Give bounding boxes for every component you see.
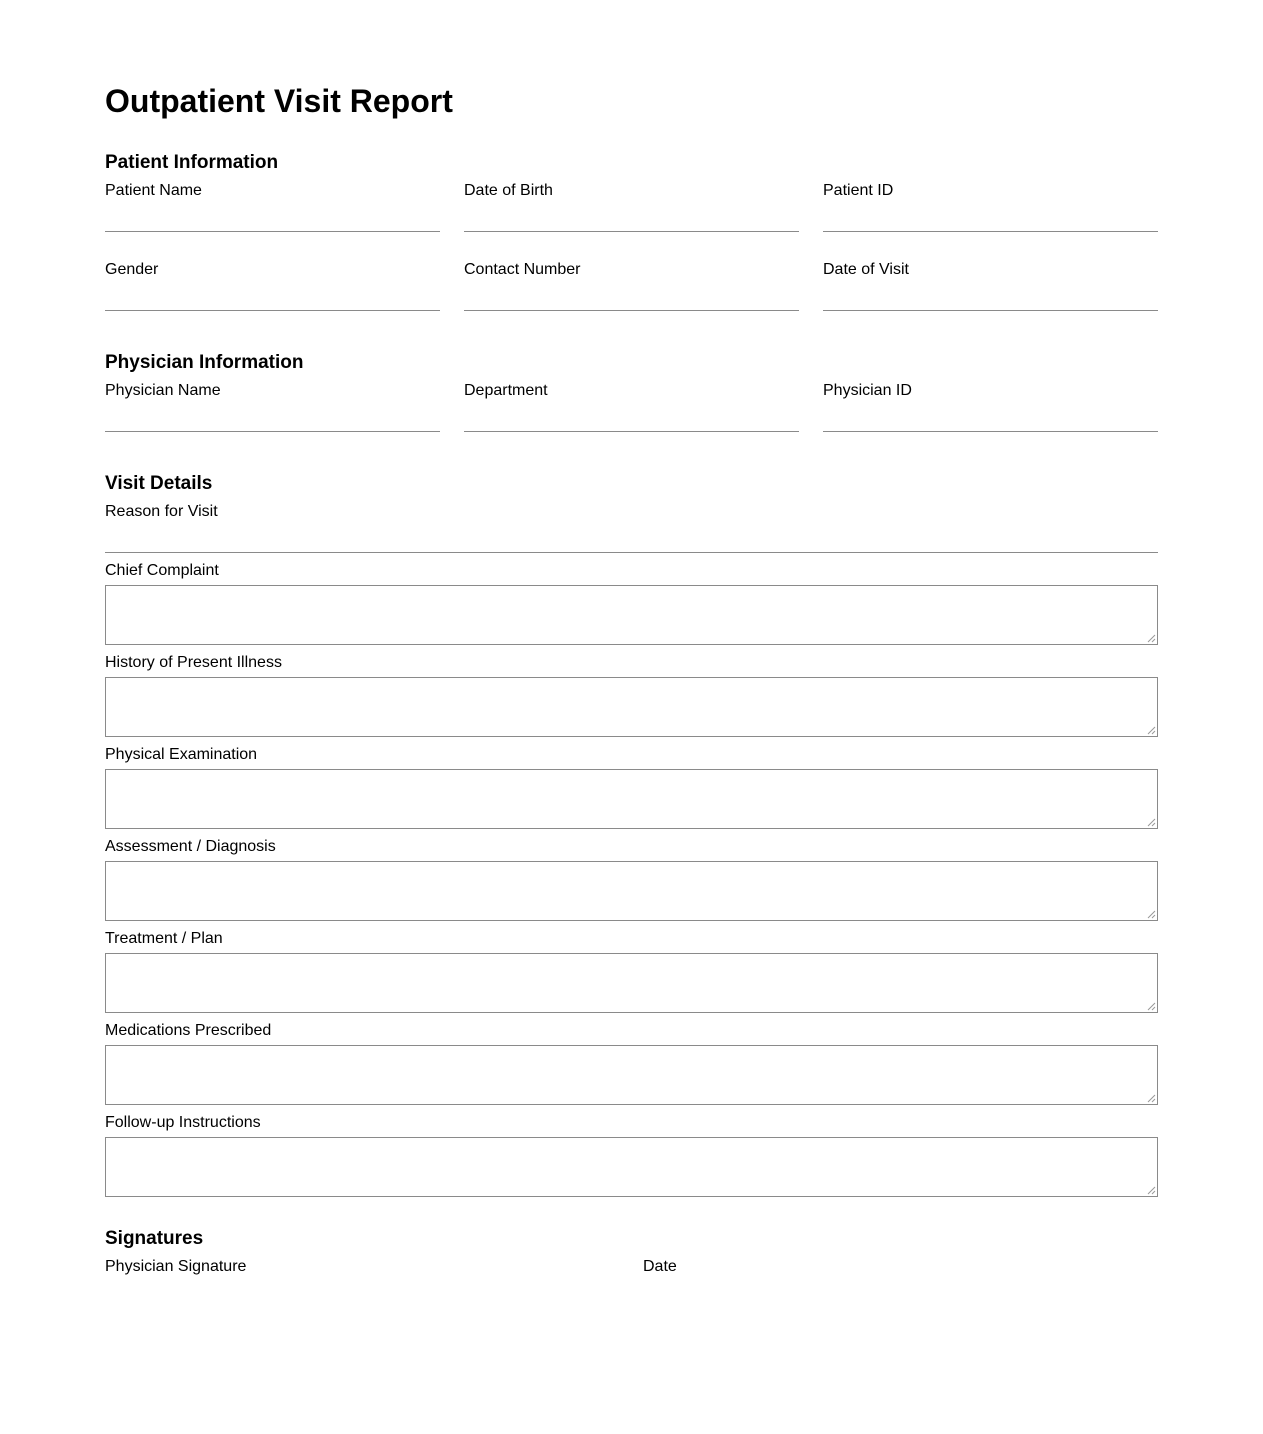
department-label: Department <box>464 382 548 399</box>
reason-for-visit-label: Reason for Visit <box>105 503 218 520</box>
physician-id-input[interactable] <box>823 408 1158 432</box>
resize-grip-icon[interactable] <box>1147 1002 1156 1011</box>
assessment-diagnosis-label: Assessment / Diagnosis <box>105 838 276 855</box>
patient-name-input[interactable] <box>105 208 440 232</box>
date-of-visit-label: Date of Visit <box>823 261 909 278</box>
physician-id-label: Physician ID <box>823 382 912 399</box>
medications-prescribed-textarea[interactable] <box>105 1045 1158 1105</box>
date-of-birth-input[interactable] <box>464 208 799 232</box>
section-title-signatures: Signatures <box>105 1228 204 1249</box>
section-title-patient: Patient Information <box>105 152 279 173</box>
follow-up-instructions-textarea[interactable] <box>105 1137 1158 1197</box>
physician-name-label: Physician Name <box>105 382 221 399</box>
resize-grip-icon[interactable] <box>1147 634 1156 643</box>
date-of-visit-input[interactable] <box>823 287 1158 311</box>
contact-number-input[interactable] <box>464 287 799 311</box>
resize-grip-icon[interactable] <box>1147 1186 1156 1195</box>
contact-number-label: Contact Number <box>464 261 581 278</box>
reason-for-visit-input[interactable] <box>105 529 1158 553</box>
physical-examination-label: Physical Examination <box>105 746 258 763</box>
resize-grip-icon[interactable] <box>1147 726 1156 735</box>
treatment-plan-label: Treatment / Plan <box>105 930 223 947</box>
physician-signature-label: Physician Signature <box>105 1258 247 1275</box>
patient-name-label: Patient Name <box>105 182 202 199</box>
gender-input[interactable] <box>105 287 440 311</box>
gender-label: Gender <box>105 261 159 278</box>
chief-complaint-label: Chief Complaint <box>105 562 219 579</box>
chief-complaint-textarea[interactable] <box>105 585 1158 645</box>
history-of-present-illness-textarea[interactable] <box>105 677 1158 737</box>
assessment-diagnosis-textarea[interactable] <box>105 861 1158 921</box>
treatment-plan-textarea[interactable] <box>105 953 1158 1013</box>
patient-id-input[interactable] <box>823 208 1158 232</box>
history-of-present-illness-label: History of Present Illness <box>105 654 282 671</box>
resize-grip-icon[interactable] <box>1147 910 1156 919</box>
signature-date-label: Date <box>643 1258 677 1275</box>
follow-up-instructions-label: Follow-up Instructions <box>105 1114 261 1131</box>
patient-id-label: Patient ID <box>823 182 894 199</box>
medications-prescribed-label: Medications Prescribed <box>105 1022 272 1039</box>
page-title: Outpatient Visit Report <box>105 83 453 119</box>
date-of-birth-label: Date of Birth <box>464 182 553 199</box>
physician-name-input[interactable] <box>105 408 440 432</box>
resize-grip-icon[interactable] <box>1147 1094 1156 1103</box>
resize-grip-icon[interactable] <box>1147 818 1156 827</box>
physical-examination-textarea[interactable] <box>105 769 1158 829</box>
department-input[interactable] <box>464 408 799 432</box>
section-title-physician: Physician Information <box>105 352 304 373</box>
section-title-visit: Visit Details <box>105 473 213 494</box>
